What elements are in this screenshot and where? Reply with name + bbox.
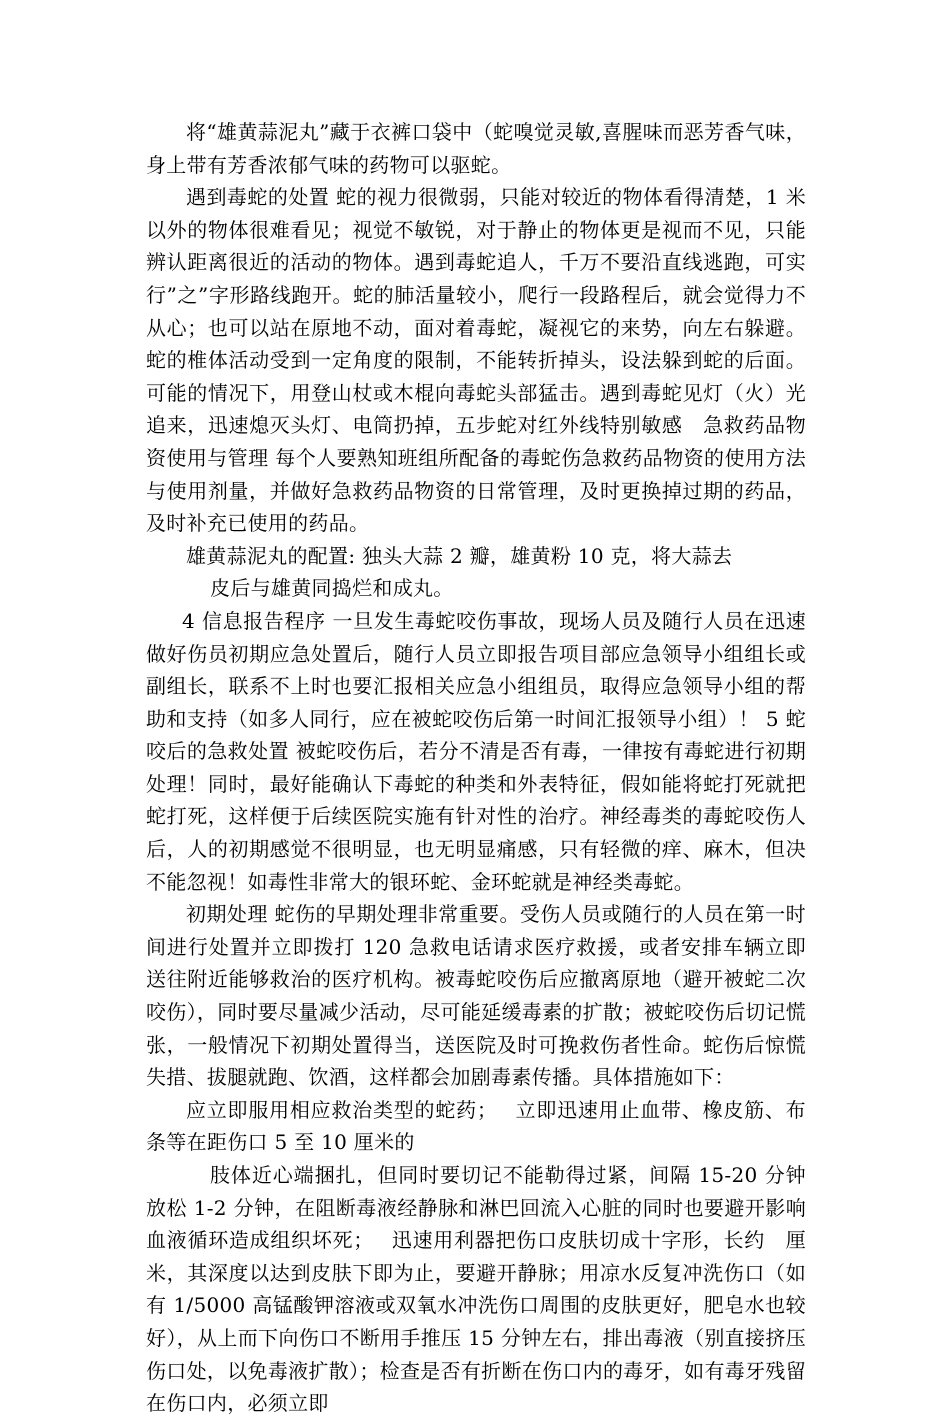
paragraph-initial-treatment: 初期处理 蛇伤的早期处理非常重要。受伤人员或随行的人员在第一时间进行处置并立即拨打 120 急救电话请求医疗救援，或者安排车辆立即送往附近能够救治的医疗机构。被毒蛇咬伤后应撤离原地（避开被蛇二次咬伤），同时要尽量减少活动，尽可能延缓毒素的扩散；被蛇咬伤后切记慌张，一般情况下初期处置得当，送医院及时可挽救伤者性命。蛇伤后惊慌失措、拔腿就跑、饮酒，这样都会加剧毒素传播。具体措施如下： (146, 902, 806, 1090)
paragraph-measures-2: 肢体近心端捆扎，但同时要切记不能勒得过紧，间隔 15-20 分钟放松 1-2 分钟，在阻断毒液经静脉和淋巴回流入心脏的同时也要避开影响血液循环造成组织坏死； 迅速用利器把伤口皮肤切成十字形，长约 厘米，其深度以达到皮肤下即为止，要避开静脉；用凉水反复冲洗伤口（如有 1/5000 高锰酸钾溶液或双氧水冲洗伤口周围的皮肤更好，肥皂水也较好），从上而下向伤口不断用手推压 15 分钟左右，排出毒液（别直接挤压伤口处，以免毒液扩散）；检查是否有折断在伤口内的毒牙，如有毒牙残留在伤口内，必须立即 (146, 1163, 806, 1416)
paragraph-realgar-pill-carry: 将“雄黄蒜泥丸”藏于衣裤口袋中（蛇嗅觉灵敏,喜腥味而恶芳香气味，身上带有芳香浓郁气味的药物可以驱蛇。 (146, 120, 806, 177)
paragraph-info-report: 4 信息报告程序 一旦发生毒蛇咬伤事故，现场人员及随行人员在迅速做好伤员初期应急处置后，随行人员立即报告项目部应急领导小组组长或副组长，联系不上时也要汇报相关应急小组组员，取得应急领导小组的帮助和支持（如多人同行，应在被蛇咬伤后第一时间汇报领导小组）！ 5 蛇咬后的急救处置 被蛇咬伤后，若分不清是否有毒，一律按有毒蛇进行初期处理！同时，最好能确认下毒蛇的种类和外表特征，假如能将蛇打死就把蛇打死，这样便于后续医院实施有针对性的治疗。神经毒类的毒蛇咬伤人后，人的初期感觉不很明显，也无明显痛感，只有轻微的痒、麻木，但决不能忽视！如毒性非常大的银环蛇、金环蛇就是神经类毒蛇。 (146, 608, 806, 894)
paragraph-realgar-pill-recipe: 雄黄蒜泥丸的配置: 独头大蒜 2 瓣，雄黄粉 10 克，将大蒜去 (186, 543, 733, 568)
document-body (146, 116, 806, 1420)
paragraph-realgar-pill-recipe-cont: 皮后与雄黄同捣烂和成丸。 (210, 576, 454, 601)
paragraph-measures-1: 应立即服用相应救治类型的蛇药； 立即迅速用止血带、橡皮筋、布条等在距伤口 5 至 10 厘米的 (146, 1097, 806, 1155)
paragraph-encounter-snake: 遇到毒蛇的处置 蛇的视力很微弱，只能对较近的物体看得清楚，1 米以外的物体很难看见；视觉不敏锐，对于静止的物体更是视而不见，只能辨认距离很近的活动的物体。遇到毒蛇追人，千万不要沿直线逃跑，可实行”之”字形路线跑开。蛇的肺活量较小，爬行一段路程后，就会觉得力不从心；也可以站在原地不动，面对着毒蛇，凝视它的来势，向左右躲避。蛇的椎体活动受到一定角度的限制，不能转折掉头，设法躲到蛇的后面。可能的情况下，用登山杖或木棍向毒蛇头部猛击。遇到毒蛇见灯（火）光追来，迅速熄灭头灯、电筒扔掉，五步蛇对红外线特别敏感 急救药品物资使用与管理 每个人要熟知班组所配备的毒蛇伤急救药品物资的使用方法与使用剂量，并做好急救药品物资的日常管理，及时更换掉过期的药品，及时补充已使用的药品。 (146, 185, 806, 536)
